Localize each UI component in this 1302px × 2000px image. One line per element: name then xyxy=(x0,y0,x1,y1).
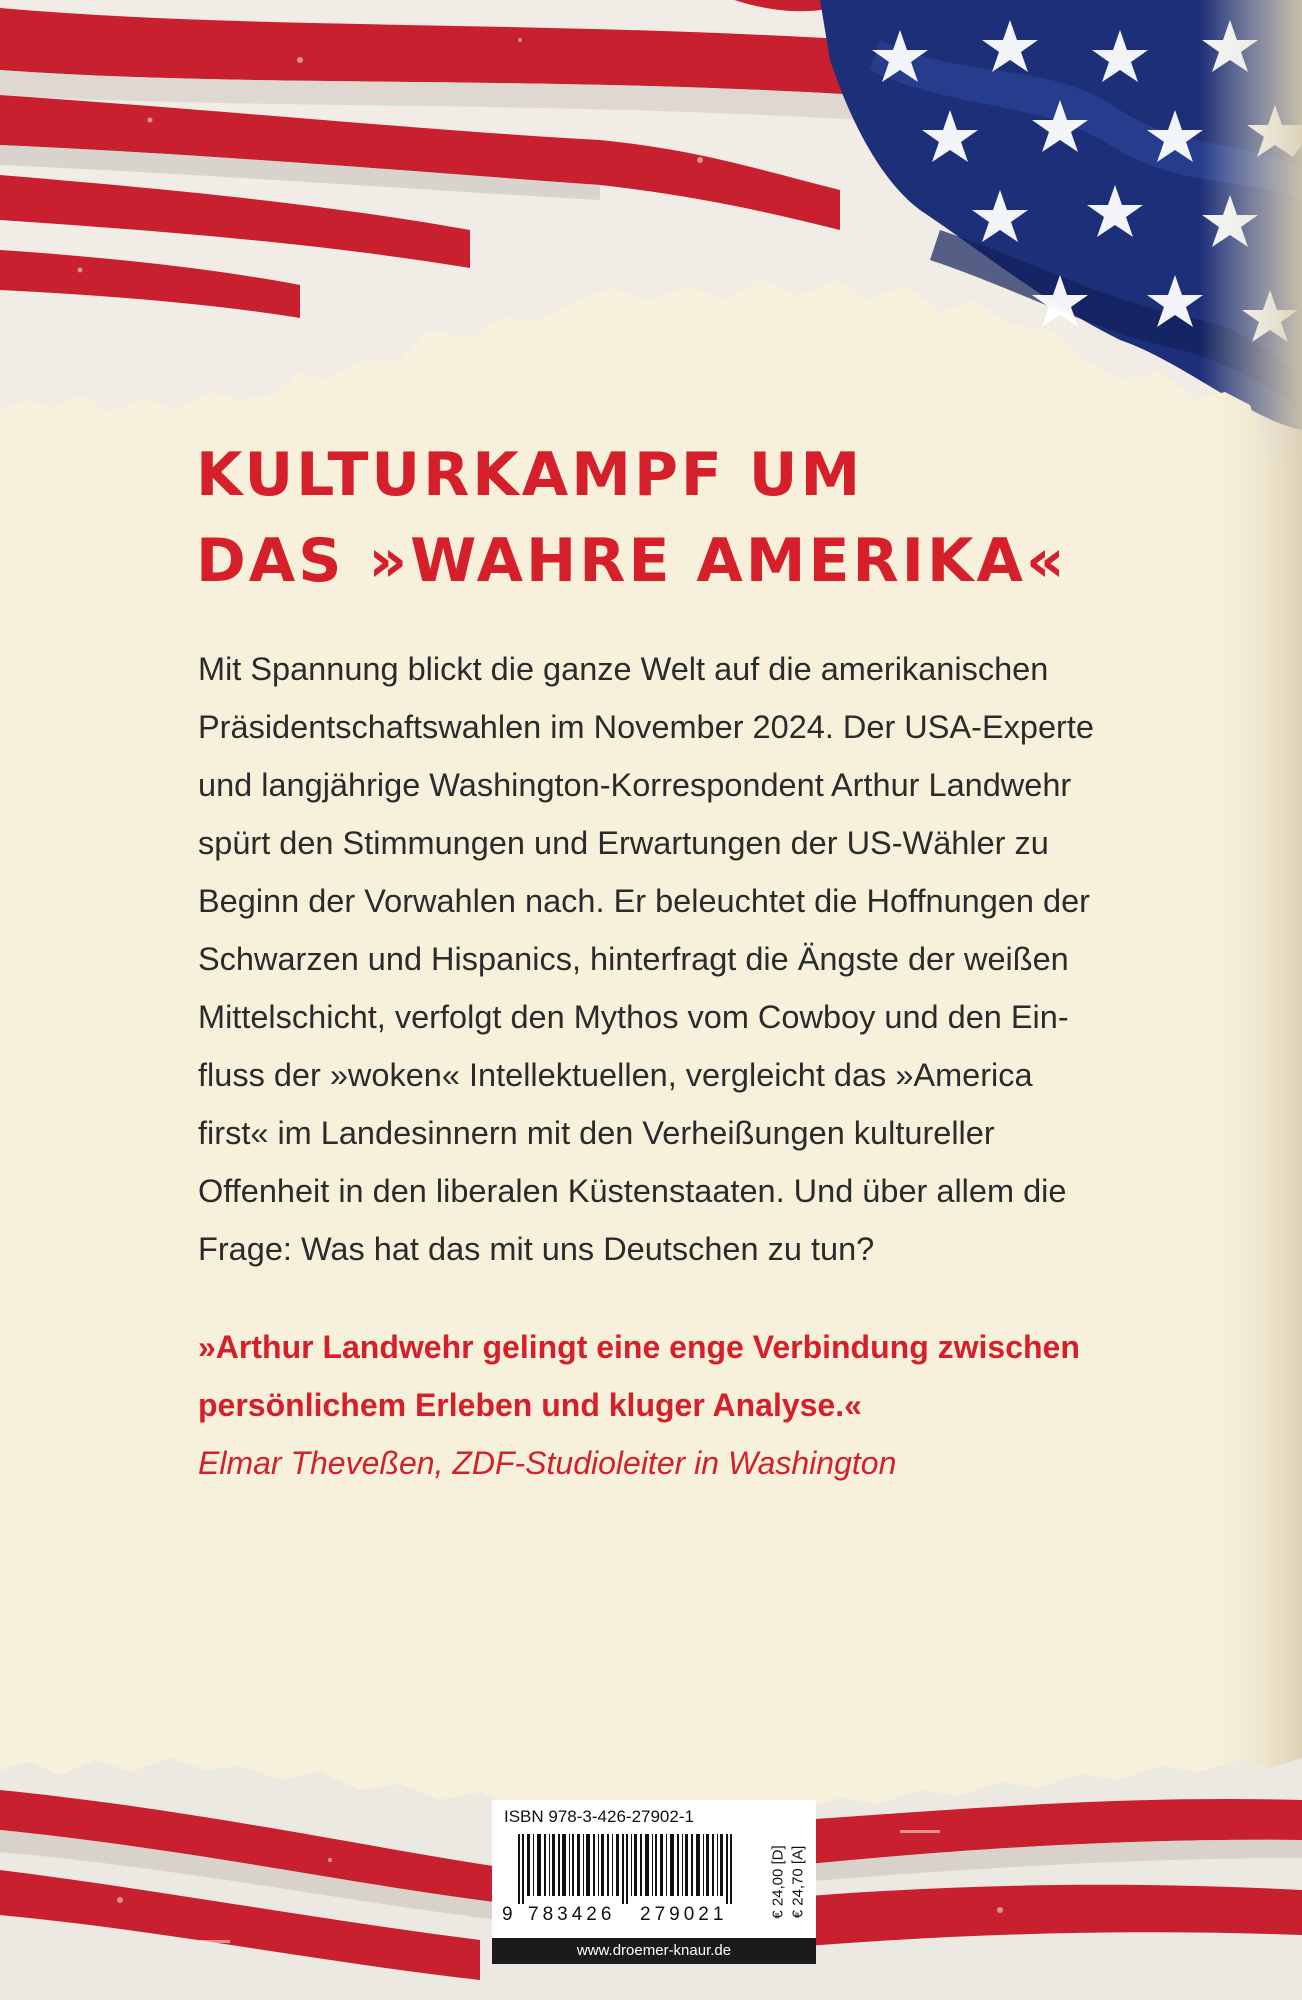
description-line: Mittelschicht, verfolgt den Mythos vom Cowboy und den Ein- xyxy=(198,999,1069,1035)
price-germany: € 24,00 [D] xyxy=(769,1845,787,1919)
barcode-digit-lead: 9 xyxy=(502,1904,513,1925)
us-flag-top-decoration xyxy=(0,0,1302,460)
description-line: fluss der »woken« Intellektuellen, vergleicht das »America xyxy=(198,1057,1033,1093)
isbn-number: ISBN 978-3-426-27902-1 xyxy=(504,1807,694,1826)
description-line: und langjährige Washington-Korrespondent Arthur Landwehr xyxy=(198,767,1072,803)
headline xyxy=(196,432,1096,604)
description-line: Frage: Was hat das mit uns Deutschen zu tun? xyxy=(198,1231,875,1267)
barcode-bars xyxy=(504,1834,760,1904)
isbn-barcode xyxy=(492,1800,816,1964)
barcode-digits-left: 783426 xyxy=(528,1904,616,1925)
quote-line-1: »Arthur Landwehr gelingt eine enge Verbindung zwischen xyxy=(198,1329,1080,1365)
description-line: Schwarzen und Hispanics, hinterfragt die Ängste der weißen xyxy=(198,941,1069,977)
headline-line-1: KULTURKAMPF UM xyxy=(196,440,864,510)
quote-attribution: Elmar Theveßen, ZDF-Studioleiter in Washington xyxy=(198,1445,897,1481)
price-austria: € 24,70 [A] xyxy=(789,1845,807,1919)
description-line: spürt den Stimmungen und Erwartungen der US-Wähler zu xyxy=(198,825,1049,861)
description-line: Offenheit in den liberalen Küstenstaaten. Und über allem die xyxy=(198,1173,1067,1209)
barcode-digits-right: 279021 xyxy=(640,1904,728,1925)
description-line: Präsidentschaftswahlen im November 2024. Der USA-Experte xyxy=(198,709,1094,745)
price-labels xyxy=(764,1834,812,1930)
quote-line-2: persönlichem Erleben und kluger Analyse.« xyxy=(198,1387,862,1423)
book-description xyxy=(198,640,1118,1278)
headline-line-2: DAS »WAHRE AMERIKA« xyxy=(196,526,1068,596)
description-line: first« im Landesinnern mit den Verheißungen kultureller xyxy=(198,1115,995,1151)
review-quote xyxy=(198,1318,1118,1434)
publisher-url: www.droemer-knaur.de xyxy=(492,1938,816,1964)
description-line: Mit Spannung blickt die ganze Welt auf die amerikanischen xyxy=(198,651,1049,687)
description-line: Beginn der Vorwahlen nach. Er beleuchtet die Hoffnungen der xyxy=(198,883,1090,919)
